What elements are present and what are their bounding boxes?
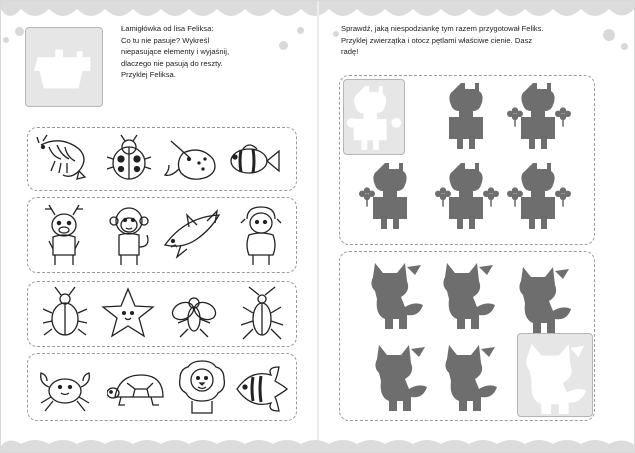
left-instruction — [121, 23, 229, 81]
fox-shadow[interactable] — [443, 263, 495, 329]
right-instruction-line: Sprawdź, jaką niespodziankę tym razem przygotował Feliks. — [341, 24, 544, 33]
fox-character-sticker-slot[interactable] — [517, 333, 593, 417]
starfish-icon[interactable] — [99, 285, 157, 343]
fox-silhouette-icon — [518, 334, 592, 416]
shark-icon[interactable] — [161, 205, 223, 267]
beetle-icon[interactable] — [39, 285, 91, 343]
shrimp-icon[interactable] — [35, 133, 95, 185]
giraffe-shadow[interactable] — [435, 163, 499, 229]
fox-shadow[interactable] — [375, 345, 427, 411]
clownfish-icon[interactable] — [223, 137, 283, 183]
ship-silhouette-icon — [26, 28, 102, 106]
monkey-icon[interactable] — [105, 201, 153, 269]
giraffe-shadow[interactable] — [507, 163, 571, 229]
lion-icon[interactable] — [177, 359, 227, 417]
tropical-fish-icon[interactable] — [231, 365, 289, 413]
right-instruction-line: Przyklej zwierzątka i otocz pętlami właściwe cienie. Dasz — [341, 35, 533, 45]
fox-shadow[interactable] — [371, 263, 423, 329]
right-instruction-line: radę! — [341, 47, 359, 57]
crab-icon[interactable] — [35, 363, 95, 415]
cricket-icon[interactable] — [237, 285, 287, 343]
giraffe-shadow[interactable] — [359, 163, 407, 229]
left-instruction-line: dlaczego nie pasują do reszty. — [121, 58, 223, 68]
fox-shadow[interactable] — [519, 267, 571, 333]
turtle-icon[interactable] — [107, 367, 169, 413]
giraffe-shadows[interactable] — [341, 77, 593, 243]
ladybug-icon[interactable] — [101, 133, 157, 185]
left-instruction-line: Co tu nie pasuje? Wykreśl — [121, 35, 210, 45]
narwhal-icon[interactable] — [161, 133, 221, 185]
deer-icon[interactable] — [41, 201, 87, 269]
fly-icon[interactable] — [169, 287, 219, 341]
sheep-icon[interactable] — [237, 201, 285, 269]
left-instruction-line: Przyklej Feliksa. — [121, 70, 176, 80]
right-instruction — [341, 23, 544, 58]
left-instruction-line: Łamigłówka od lisa Feliksa: — [121, 24, 214, 33]
giraffe-shadow[interactable] — [449, 83, 483, 149]
fox-sticker-slot[interactable] — [25, 27, 103, 107]
left-instruction-line: niepasujące elementy i wyjaśnij, — [121, 47, 230, 57]
fox-shadow[interactable] — [445, 345, 497, 411]
page-spine — [317, 1, 319, 453]
giraffe-shadow[interactable] — [507, 83, 571, 149]
scallop-bottom-border — [1, 436, 635, 452]
